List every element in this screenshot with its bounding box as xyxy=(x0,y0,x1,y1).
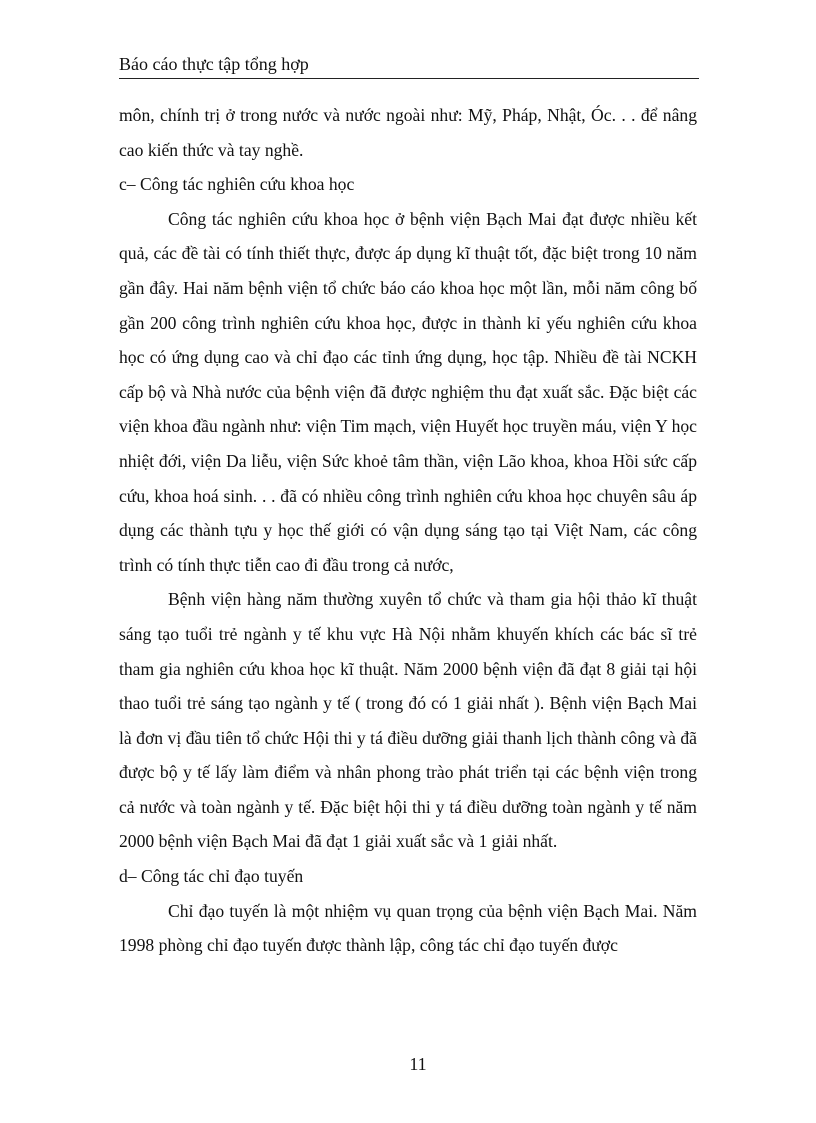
running-header xyxy=(119,52,699,79)
paragraph-youth-innovation: Bệnh viện hàng năm thường xuyên tổ chức và tham gia hội thảo kĩ thuật sáng tạo tuổi trẻ ngành y tế khu vực Hà Nội nhằm khuyến khích các bác sĩ trẻ tham gia nghiên cứu khoa học kĩ thuật. Năm 2000 bệnh viện đã đạt 8 giải tại hội thao tuổi trẻ sáng tạo ngành y tế ( trong đó có 1 giải nhất ). Bệnh viện Bạch Mai là đơn vị đầu tiên tổ chức Hội thi y tá điều dưỡng giải thanh lịch thành công và đã được bộ y tế lấy làm điểm và nhân phong trào phát triển tại các bệnh viện trong cả nước và toàn ngành y tế. Đặc biệt hội thi y tá điều dưỡng toàn ngành y tế năm 2000 bệnh viện Bạch Mai đã đạt 1 giải xuất sắc và 1 giải nhất. xyxy=(119,589,697,852)
section-heading-d: d– Công tác chỉ đạo tuyến xyxy=(119,866,304,887)
header-title: Báo cáo thực tập tổng hợp xyxy=(119,54,309,74)
body-text xyxy=(119,98,697,963)
paragraph-continuation: môn, chính trị ở trong nước và nước ngoài như: Mỹ, Pháp, Nhật, Óc. . . để nâng cao kiến thức và tay nghề. xyxy=(119,105,697,160)
section-heading-c: c– Công tác nghiên cứu khoa học xyxy=(119,174,355,195)
paragraph-directive: Chỉ đạo tuyến là một nhiệm vụ quan trọng của bệnh viện Bạch Mai. Năm 1998 phòng chỉ đạo tuyến được thành lập, công tác chỉ đạo tuyến được xyxy=(119,900,697,956)
page-number: 11 xyxy=(409,1054,427,1074)
paragraph-research: Công tác nghiên cứu khoa học ở bệnh viện Bạch Mai đạt được nhiều kết quả, các đề tài có tính thiết thực, được áp dụng kĩ thuật tốt, đặc biệt trong 10 năm gần đây. Hai năm bệnh viện tổ chức báo cáo khoa học một lần, mỗi năm công bố gần 200 công trình nghiên cứu khoa học, được in thành kỉ yếu nghiên cứu khoa học có ứng dụng cao và chỉ đạo các tỉnh ứng dụng, học tập. Nhiều đề tài NCKH cấp bộ và Nhà nước của bệnh viện đã được nghiệm thu đạt xuất sắc. Đặc biệt các viện khoa đầu ngành như: viện Tim mạch, viện Huyết học truyền máu, viện Y học nhiệt đới, viện Da liễu, viện Sức khoẻ tâm thần, viện Lão khoa, khoa Hồi sức cấp cứu, khoa hoá sinh. . . đã có nhiều công trình nghiên cứu khoa học chuyên sâu áp dụng các thành tựu y học thế giới có vận dụng sáng tạo tại Việt Nam, các công trình có tính thực tiễn cao đi đầu trong cả nước, xyxy=(119,208,697,575)
